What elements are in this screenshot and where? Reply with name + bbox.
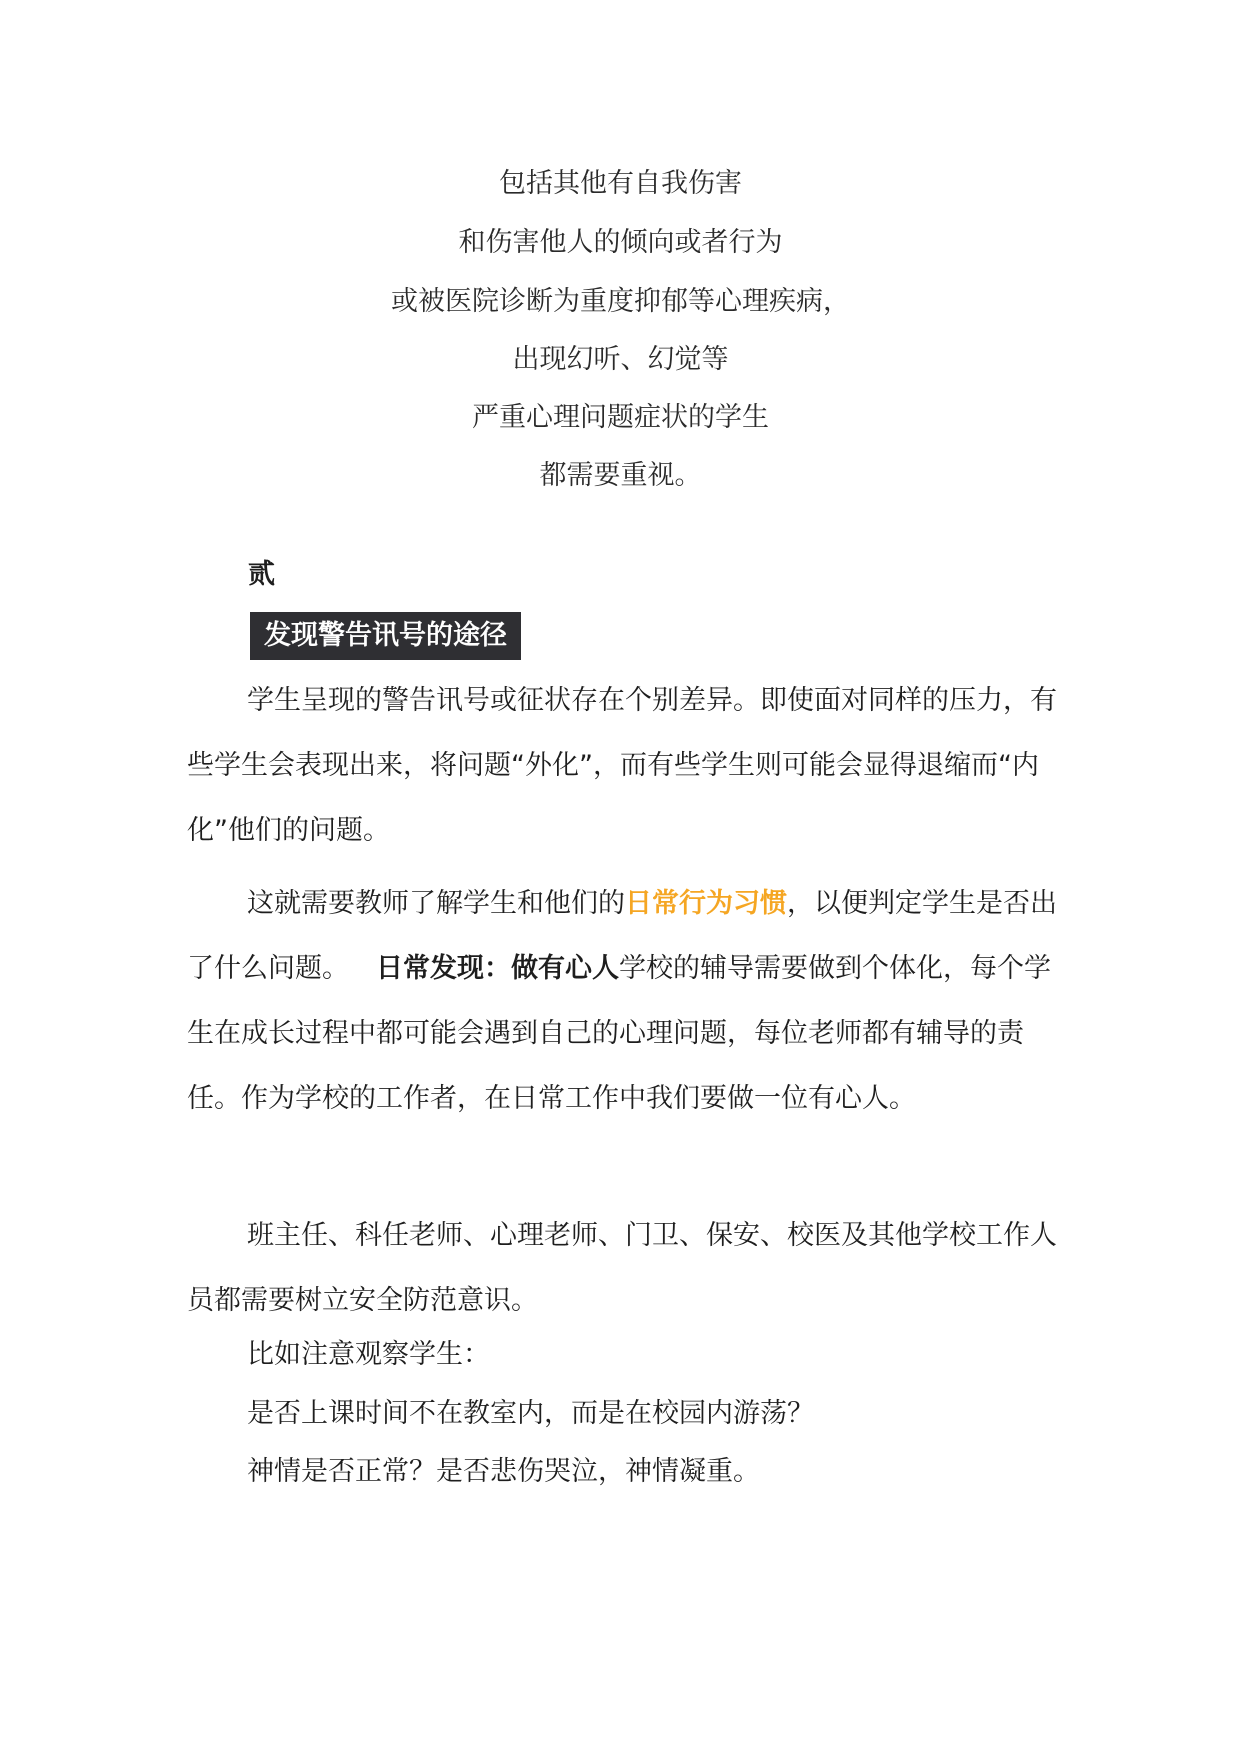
centered-line-5: 严重心理问题症状的学生 [472,402,769,433]
paragraph-text: ，以便判定学生是否出了什么问题。 [187,888,1057,984]
section-number: 贰 [248,559,275,590]
section-heading: 发现警告讯号的途径 [250,612,521,660]
paragraph-text: 学校的辅导需要做到个体化，每个学生在成长过程中都可能会遇到自己的心理问题，每位老师都有辅导的责任。作为学校的工作者，在日常工作中我们要做一位有心人。 [187,953,1051,1114]
paragraph-expression: 神情是否正常？是否悲伤哭泣，神情凝重。 [247,1456,760,1487]
paragraph-staff-awareness: 班主任、科任老师、心理老师、门卫、保安、校医及其他学校工作人员都需要树立安全防范意识。 [187,1220,1057,1316]
centered-line-1: 包括其他有自我伤害 [499,168,742,199]
centered-line-3: 或被医院诊断为重度抑郁等心理疾病， [391,286,850,317]
centered-line-2: 和伤害他人的倾向或者行为 [458,227,783,258]
highlight-daily-habits: 日常行为习惯 [625,888,787,919]
paragraph-observe: 比如注意观察学生： [247,1339,490,1370]
paragraph-wandering: 是否上课时间不在教室内，而是在校园内游荡？ [247,1398,814,1429]
centered-line-6: 都需要重视。 [539,460,702,491]
paragraph-daily-habits [187,871,1057,1131]
centered-line-4: 出现幻听、幻觉等 [512,344,729,375]
paragraph-text: 这就需要教师了解学生和他们的 [247,888,625,919]
paragraph-warning-signs: 学生呈现的警告讯号或征状存在个别差异。即使面对同样的压力，有些学生会表现出来，将问题“外化”，而有些学生则可能会显得退缩而“内化”他们的问题。 [187,685,1057,846]
bold-daily-discovery: 日常发现：做有心人 [376,953,619,984]
